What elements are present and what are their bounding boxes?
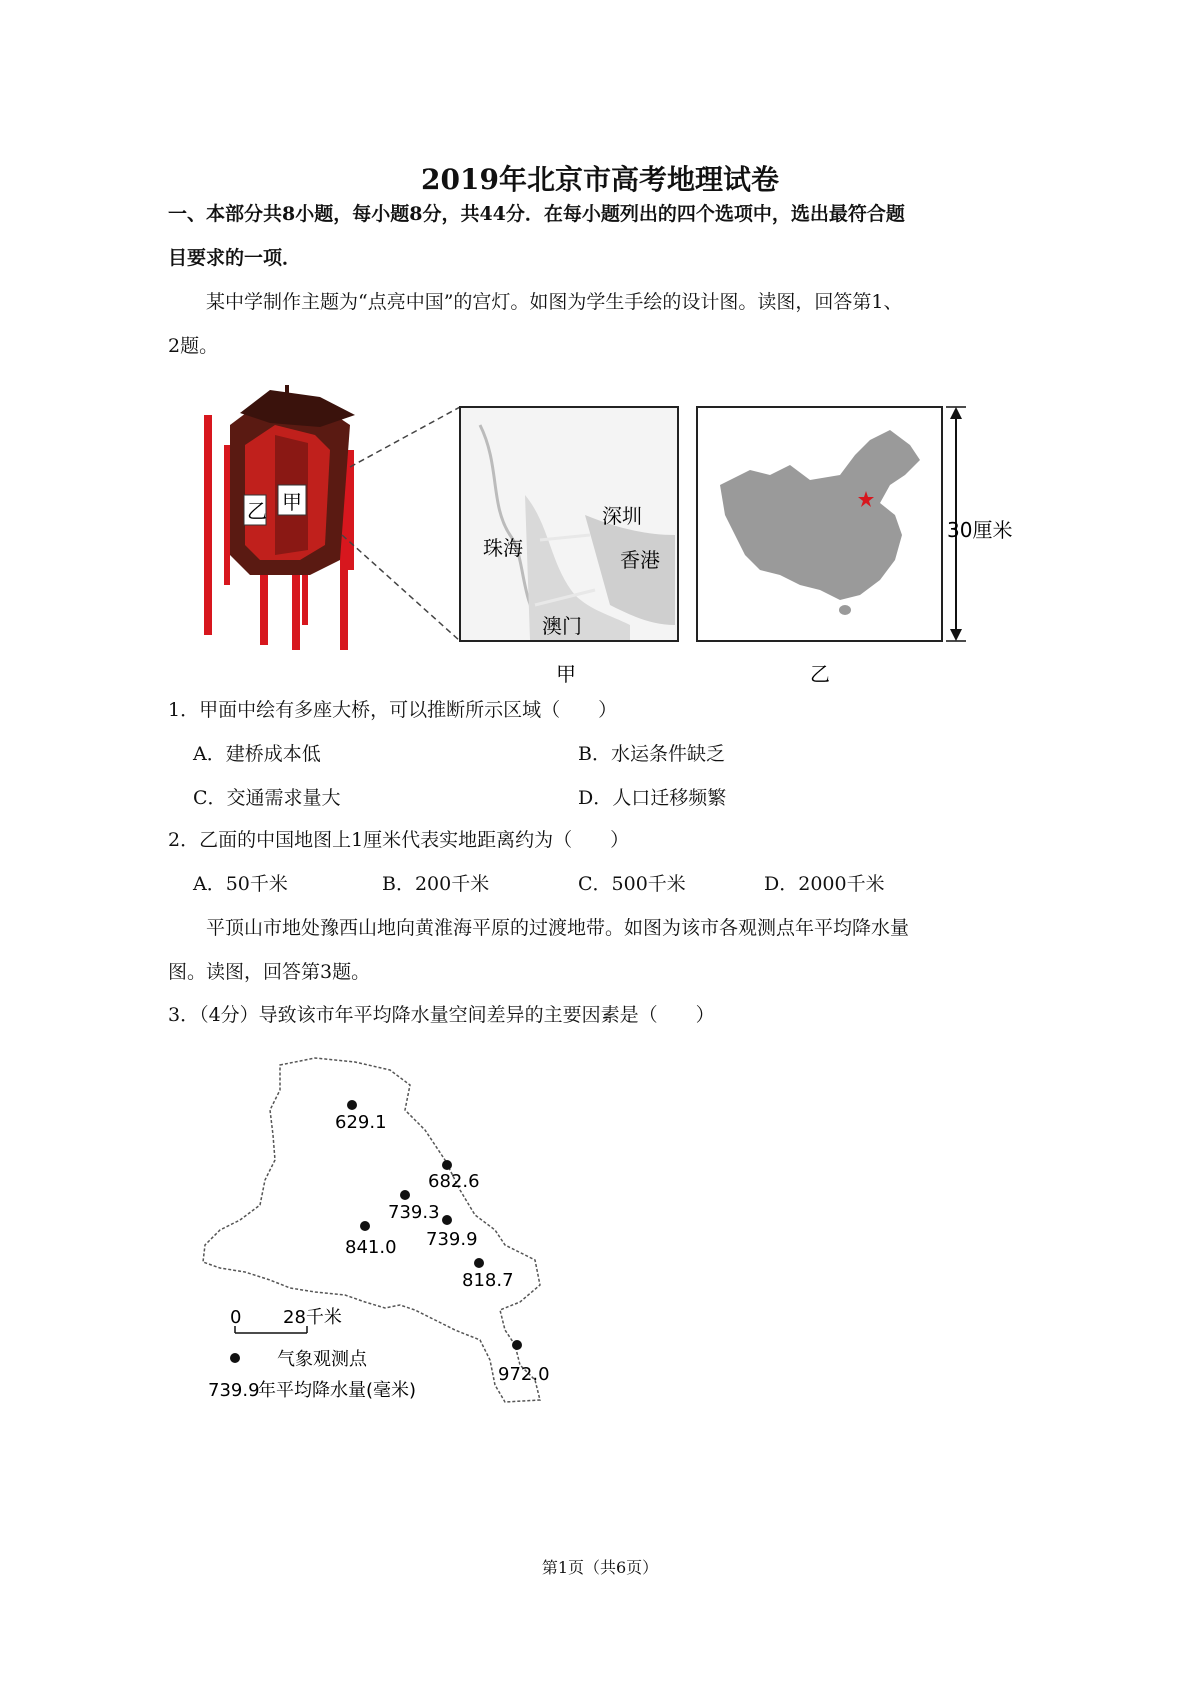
station-value: 972.0 bbox=[498, 1364, 550, 1385]
panel-yi-caption: 乙 bbox=[810, 662, 830, 686]
panel-yi-map bbox=[697, 407, 942, 641]
station-dot bbox=[442, 1215, 452, 1225]
scale-30cm-label: 30厘米 bbox=[947, 518, 1013, 542]
q2-stem: 2．乙面的中国地图上1厘米代表实地距离约为（ ） bbox=[168, 829, 630, 851]
station-value: 841.0 bbox=[345, 1237, 397, 1258]
q2-option-d: D．2000千米 bbox=[764, 873, 885, 895]
legend-station-label: 气象观测点 bbox=[277, 1349, 367, 1370]
legend-station-dot bbox=[230, 1353, 240, 1363]
lantern-figure bbox=[190, 385, 1030, 690]
q1-stem: 1．甲面中绘有多座大桥，可以推断所示区域（ ） bbox=[168, 699, 618, 721]
place-zhuhai: 珠海 bbox=[483, 536, 523, 560]
panel-jia-caption: 甲 bbox=[556, 662, 576, 686]
city-boundary bbox=[203, 1058, 540, 1402]
station-value: 682.6 bbox=[428, 1171, 480, 1192]
station-dot bbox=[400, 1190, 410, 1200]
intro-paragraph-line1: 某中学制作主题为“点亮中国”的宫灯。如图为学生手绘的设计图。读图，回答第1、 bbox=[206, 291, 903, 313]
station-dot bbox=[360, 1221, 370, 1231]
q2-option-c: C．500千米 bbox=[578, 873, 686, 895]
legend-sample-value: 739.9 bbox=[208, 1380, 260, 1401]
station-dot bbox=[474, 1258, 484, 1268]
q1-option-d: D．人口迁移频繁 bbox=[578, 787, 727, 809]
section-instructions-line1: 一、本部分共8小题，每小题8分，共44分．在每小题列出的四个选项中，选出最符合题 bbox=[168, 203, 905, 225]
intro2-paragraph-line2: 图。读图，回答第3题。 bbox=[168, 961, 371, 983]
q1-option-c: C．交通需求量大 bbox=[193, 787, 341, 809]
place-macau: 澳门 bbox=[542, 614, 582, 638]
q2-option-a: A．50千米 bbox=[193, 873, 288, 895]
station-value: 739.3 bbox=[388, 1202, 440, 1223]
q2-option-b: B．200千米 bbox=[382, 873, 490, 895]
station-dot bbox=[512, 1340, 522, 1350]
precipitation-map bbox=[195, 1040, 575, 1420]
place-hongkong: 香港 bbox=[620, 548, 660, 572]
station-value: 739.9 bbox=[426, 1229, 478, 1250]
intro2-paragraph-line1: 平顶山市地处豫西山地向黄淮海平原的过渡地带。如图为该市各观测点年平均降水量 bbox=[206, 917, 910, 939]
station-value: 818.7 bbox=[462, 1270, 514, 1291]
q1-option-b: B．水运条件缺乏 bbox=[578, 743, 725, 765]
section-instructions-line2: 目要求的一项． bbox=[168, 247, 302, 269]
q3-stem: 3．（4分）导致该市年平均降水量空间差异的主要因素是（ ） bbox=[168, 1004, 715, 1026]
lantern-label-jia: 甲 bbox=[282, 490, 302, 514]
station-dot bbox=[442, 1160, 452, 1170]
intro-paragraph-line2: 2题。 bbox=[168, 335, 219, 357]
q1-option-a: A．建桥成本低 bbox=[193, 743, 321, 765]
lantern-illustration bbox=[204, 385, 355, 650]
scale-distance: 28千米 bbox=[283, 1307, 342, 1328]
page-title: 2019年北京市高考地理试卷 bbox=[421, 163, 779, 196]
panel-jia-map bbox=[460, 407, 678, 641]
station-value: 629.1 bbox=[335, 1112, 387, 1133]
lantern-label-yi: 乙 bbox=[247, 499, 267, 523]
station-dot bbox=[347, 1100, 357, 1110]
scale-zero: 0 bbox=[230, 1307, 242, 1328]
legend-value-label: 年平均降水量(毫米) bbox=[258, 1380, 417, 1401]
page-footer: 第1页（共6页） bbox=[541, 1558, 659, 1577]
place-shenzhen: 深圳 bbox=[602, 504, 642, 528]
